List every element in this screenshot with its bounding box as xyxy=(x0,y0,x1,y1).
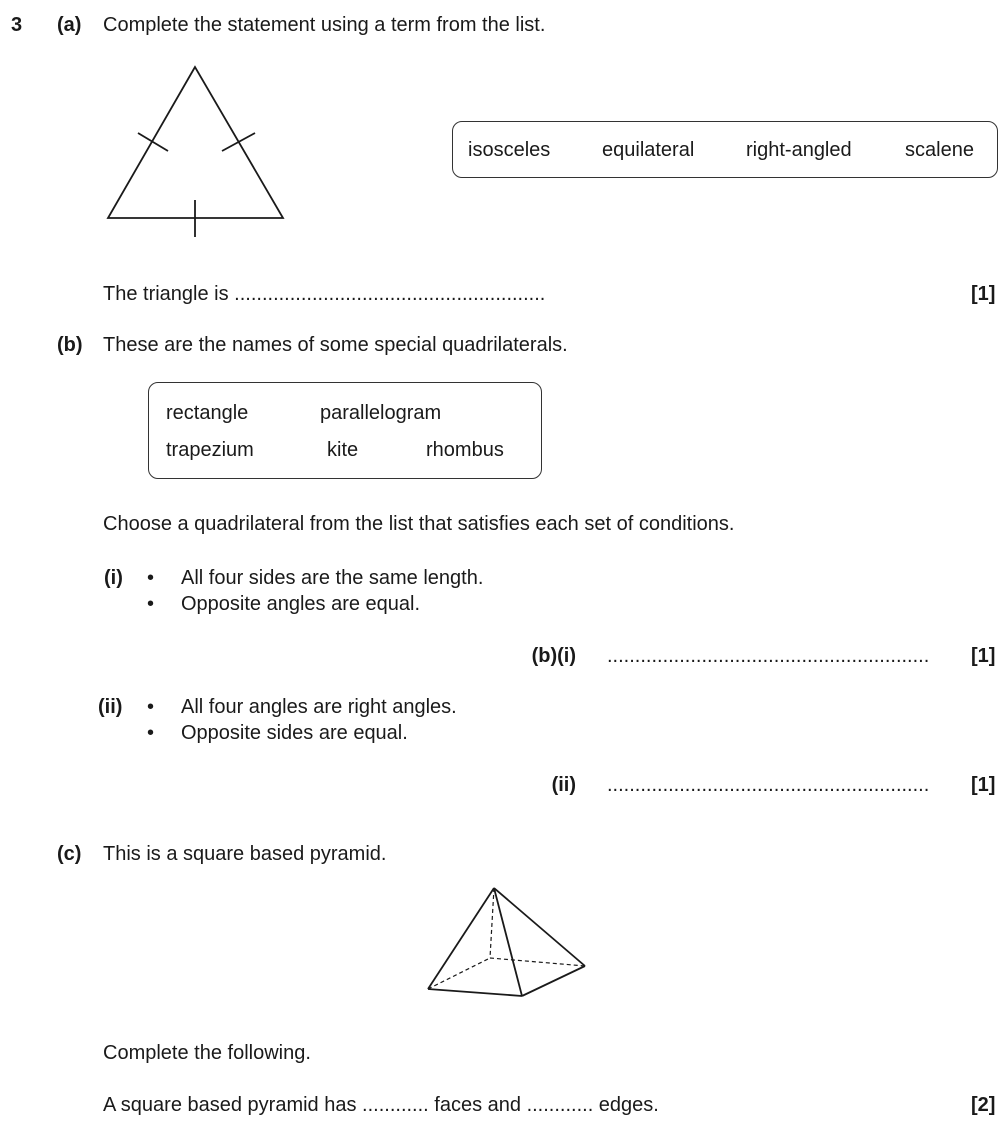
part-a-label: (a) xyxy=(57,14,82,36)
sub-ii-condition-2: Opposite sides are equal. xyxy=(181,722,408,744)
quad-trapezium: trapezium xyxy=(166,439,254,461)
question-number: 3 xyxy=(11,14,23,36)
bullet: • xyxy=(147,567,155,589)
quad-kite: kite xyxy=(327,439,359,461)
bullet: • xyxy=(147,593,155,615)
sub-i-label: (i) xyxy=(104,567,123,589)
bullet: • xyxy=(147,696,155,718)
part-a-instruction: Complete the statement using a term from the list. xyxy=(103,14,546,36)
sub-i-marks: [1] xyxy=(971,645,996,667)
pyramid-statement: A square based pyramid has ............ faces and ............ edges. xyxy=(103,1094,659,1116)
part-c-instruction: Complete the following. xyxy=(103,1042,311,1064)
sub-i-condition-1: All four sides are the same length. xyxy=(181,567,484,589)
quadrilateral-list-box xyxy=(148,382,542,479)
part-b-instruction: Choose a quadrilateral from the list that satisfies each set of conditions. xyxy=(103,513,735,535)
sub-i-condition-2: Opposite angles are equal. xyxy=(181,593,421,615)
sub-i-answer-label: (b)(i) xyxy=(531,645,576,667)
term-right-angled: right-angled xyxy=(746,139,852,161)
sub-i-answer-line: .......................................................... xyxy=(607,645,930,667)
term-scalene: scalene xyxy=(905,139,974,161)
sub-ii-label: (ii) xyxy=(98,696,123,718)
triangle-statement: The triangle is ........................................................ xyxy=(103,283,546,305)
term-isosceles: isosceles xyxy=(468,139,551,161)
bullet: • xyxy=(147,722,155,744)
part-b-intro: These are the names of some special quadrilaterals. xyxy=(103,334,568,356)
quad-rhombus: rhombus xyxy=(426,439,504,461)
sub-ii-marks: [1] xyxy=(971,774,996,796)
term-equilateral: equilateral xyxy=(602,139,695,161)
part-c-marks: [2] xyxy=(971,1094,996,1116)
part-c-intro: This is a square based pyramid. xyxy=(103,843,387,865)
quad-rectangle: rectangle xyxy=(166,402,249,424)
sub-ii-answer-label: (ii) xyxy=(551,774,576,796)
part-c-label: (c) xyxy=(57,843,82,865)
quad-parallelogram: parallelogram xyxy=(320,402,442,424)
part-b-label: (b) xyxy=(57,334,83,356)
sub-ii-condition-1: All four angles are right angles. xyxy=(181,696,457,718)
sub-ii-answer-line: .......................................................... xyxy=(607,774,930,796)
part-a-marks: [1] xyxy=(971,283,996,305)
